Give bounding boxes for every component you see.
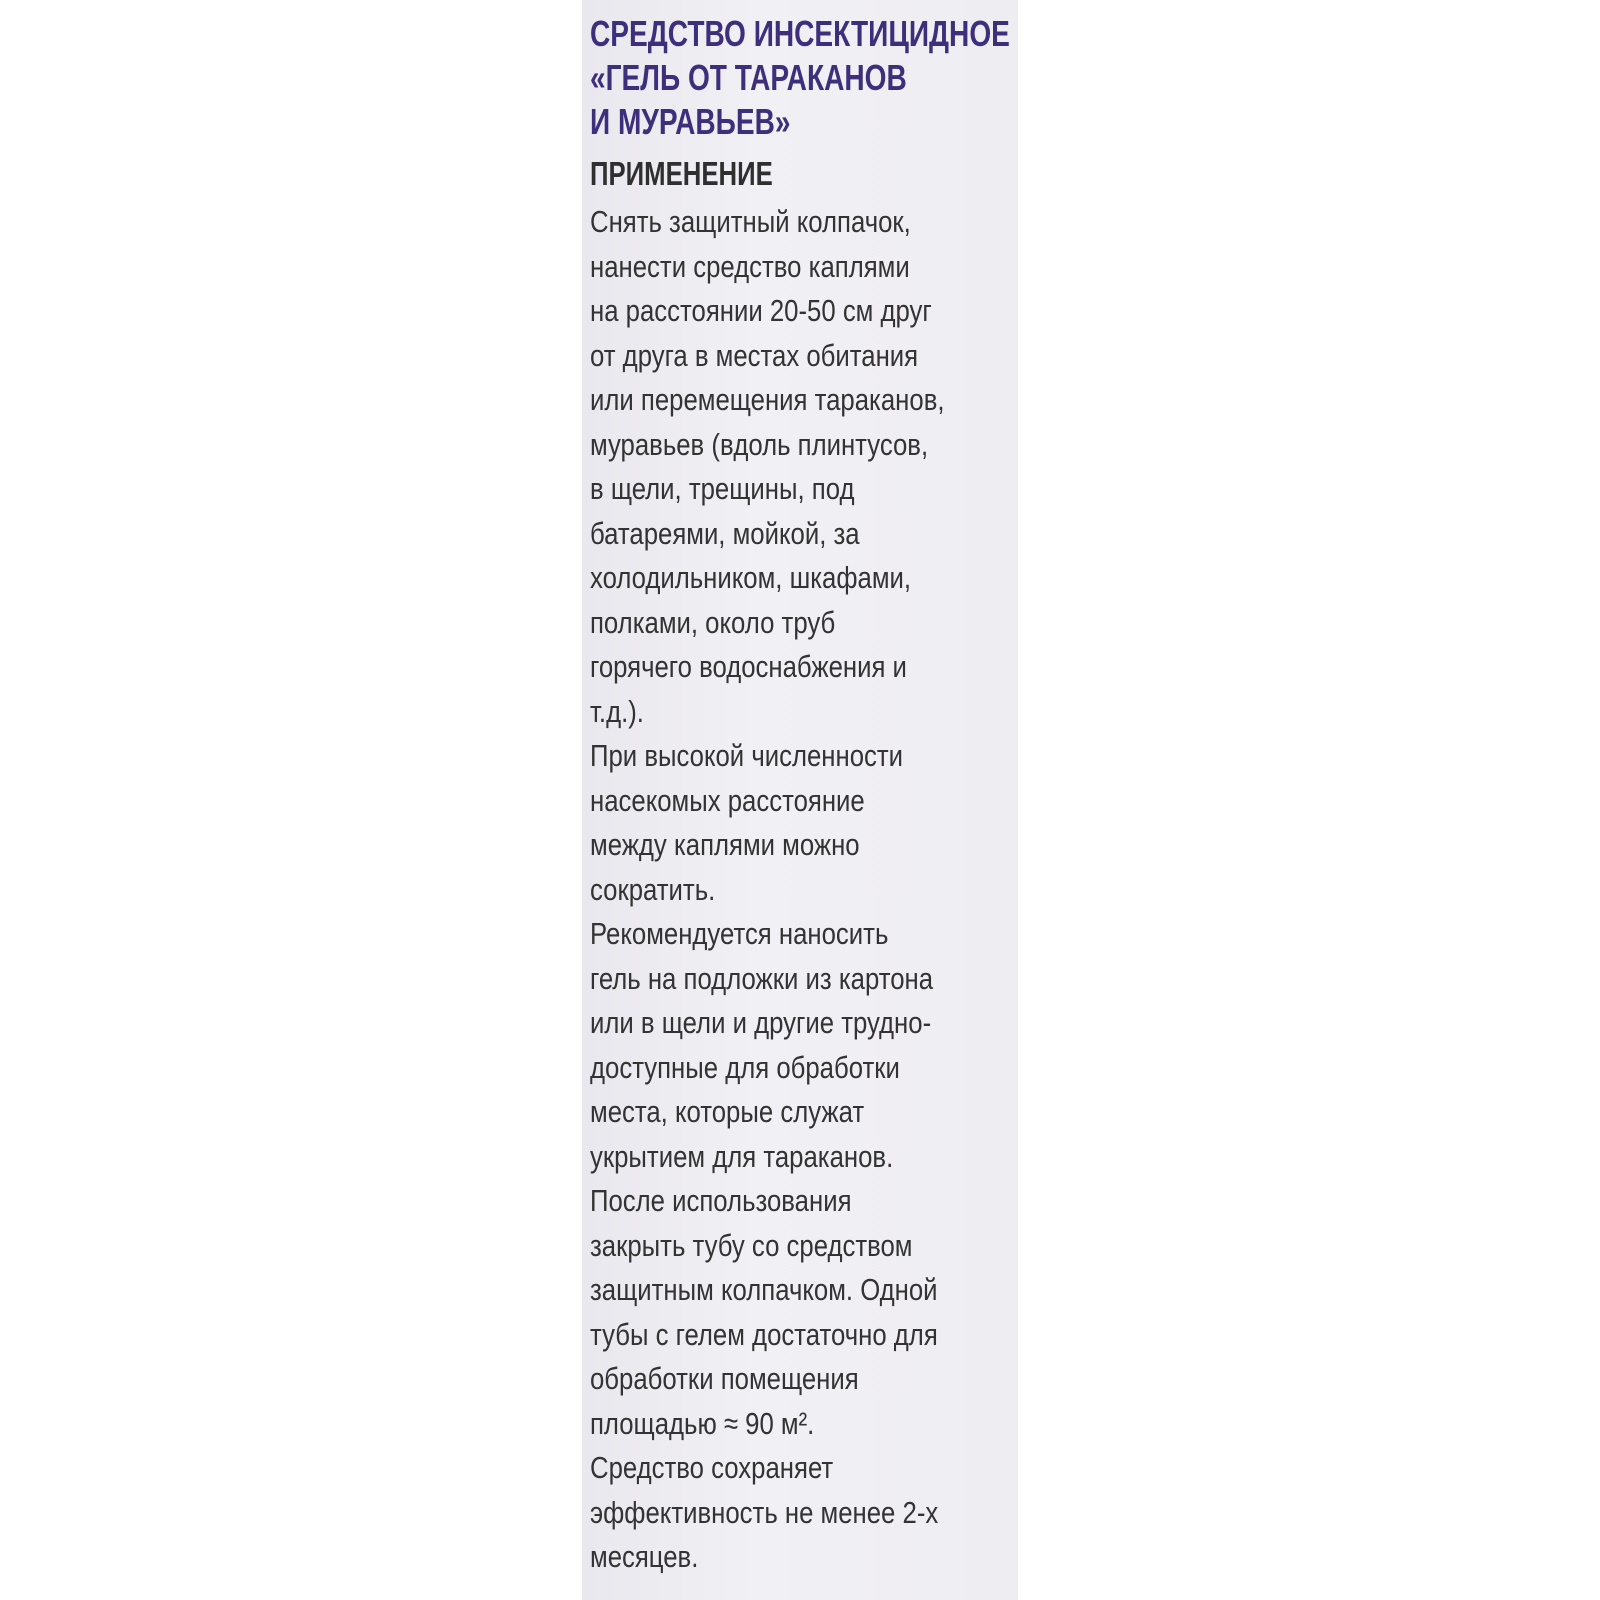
text-line: закрыть тубу со средством (590, 1227, 913, 1263)
text-line: нанести средство каплями (590, 248, 910, 284)
instructions-text (590, 200, 945, 1580)
text-line: эффективность не менее 2-х (590, 1494, 939, 1530)
title-line-2: «ГЕЛЬ ОТ ТАРАКАНОВ (590, 57, 907, 98)
text-line: укрытием для тараканов. (590, 1138, 894, 1174)
text-line: месяцев. (590, 1539, 699, 1574)
text-line: т.д.). (590, 693, 644, 729)
text-line: муравьев (вдоль плинтусов, (590, 426, 929, 462)
text-line: сократить. (590, 871, 716, 907)
text-line: или перемещения тараканов, (590, 382, 945, 417)
text-line: полками, около труб (590, 604, 836, 640)
text-line: тубы с гелем достаточно для (590, 1316, 938, 1352)
text-line: холодильником, шкафами, (590, 560, 912, 595)
text-line: горячего водоснабжения и (590, 649, 907, 684)
text-line: насекомых расстояние (590, 782, 865, 818)
label-panel (582, 0, 1018, 1600)
text-line: Рекомендуется наносить (590, 916, 889, 951)
text-line: Снять защитный колпачок, (590, 204, 911, 239)
text-line: При высокой численности (590, 738, 904, 773)
text-line: на расстоянии 20-50 см друг (590, 293, 932, 328)
section-heading: ПРИМЕНЕНИЕ (590, 155, 773, 192)
text-line: доступные для обработки (590, 1049, 900, 1085)
text-line: от друга в местах обитания (590, 337, 919, 373)
text-line: гель на подложки из картона (590, 960, 934, 996)
text-line: площадью ≈ 90 м². (590, 1405, 815, 1441)
product-title (590, 12, 1010, 144)
text-line: между каплями можно (590, 827, 860, 862)
text-line: или в щели и другие трудно- (590, 1005, 932, 1040)
text-line: места, которые служат (590, 1094, 865, 1129)
title-line-3: И МУРАВЬЕВ» (590, 101, 791, 142)
text-line: После использования (590, 1183, 852, 1218)
text-line: защитным колпачком. Одной (590, 1272, 938, 1307)
text-line: батареями, мойкой, за (590, 515, 860, 551)
text-line: в щели, трещины, под (590, 471, 855, 506)
title-line-1: СРЕДСТВО ИНСЕКТИЦИДНОЕ (590, 13, 1010, 54)
text-line: Средство сохраняет (590, 1450, 834, 1485)
text-line: обработки помещения (590, 1361, 859, 1396)
